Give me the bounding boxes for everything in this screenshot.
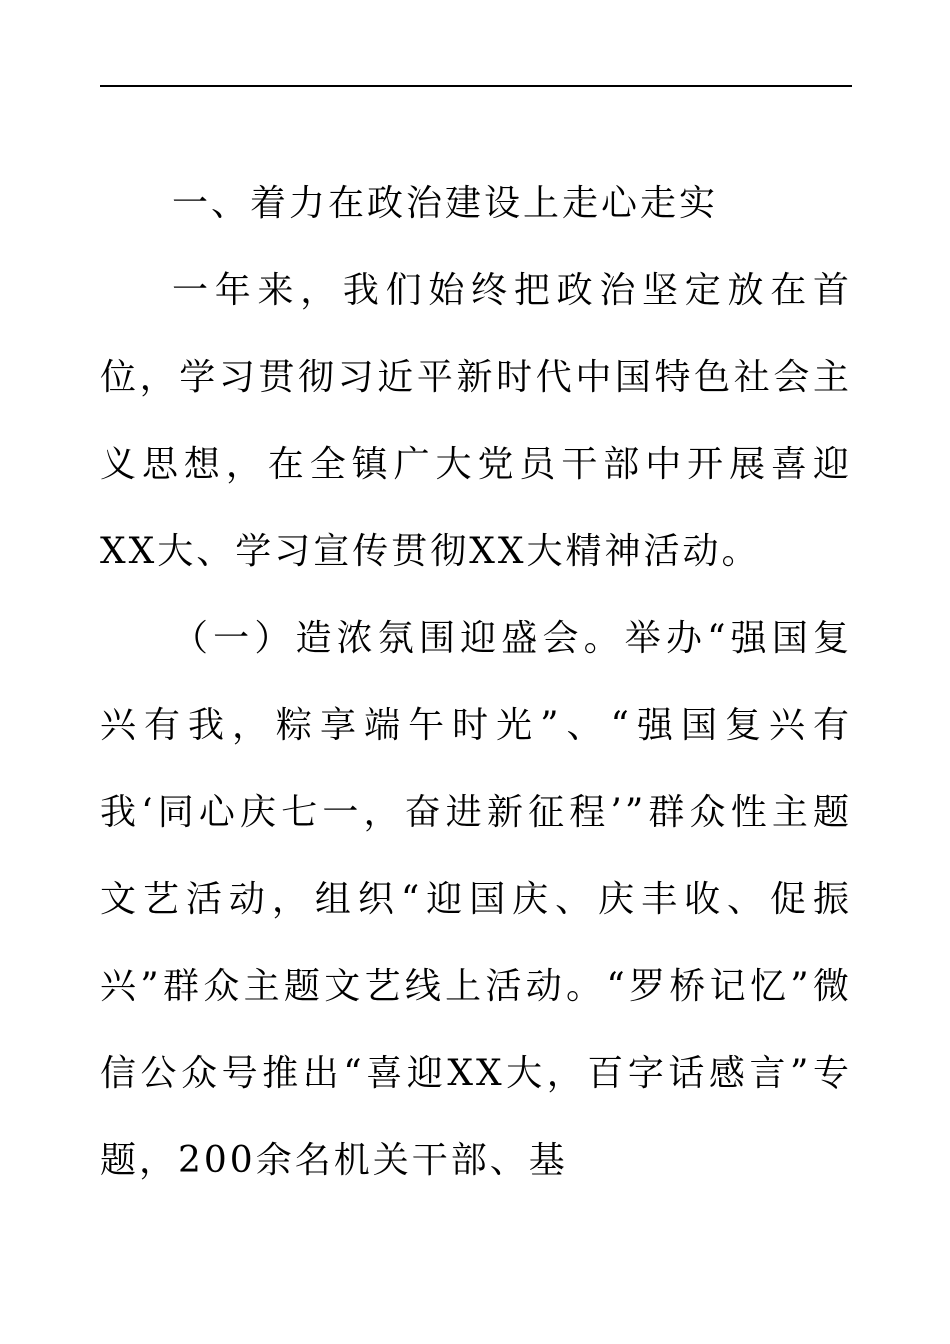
section-heading: 一、着力在政治建设上走心走实 <box>172 183 719 224</box>
header-rule <box>100 85 852 87</box>
document-body <box>100 160 852 1204</box>
paragraph-2: （一）造浓氛围迎盛会。举办“强国复兴有我，粽享端午时光”、“强国复兴有我‘同心庆七一，奋进新征程’”群众性主题文艺活动，组织“迎国庆、庆丰收、促振兴”群众主题文艺线上活动。“罗桥记忆”微信公众号推出“喜迎XX大，百字话感言”专题，200余名机关干部、基 <box>100 618 852 1181</box>
paragraph-1: 一年来，我们始终把政治坚定放在首位，学习贯彻习近平新时代中国特色社会主义思想，在全镇广大党员干部中开展喜迎XX大、学习宣传贯彻XX大精神活动。 <box>100 270 852 572</box>
